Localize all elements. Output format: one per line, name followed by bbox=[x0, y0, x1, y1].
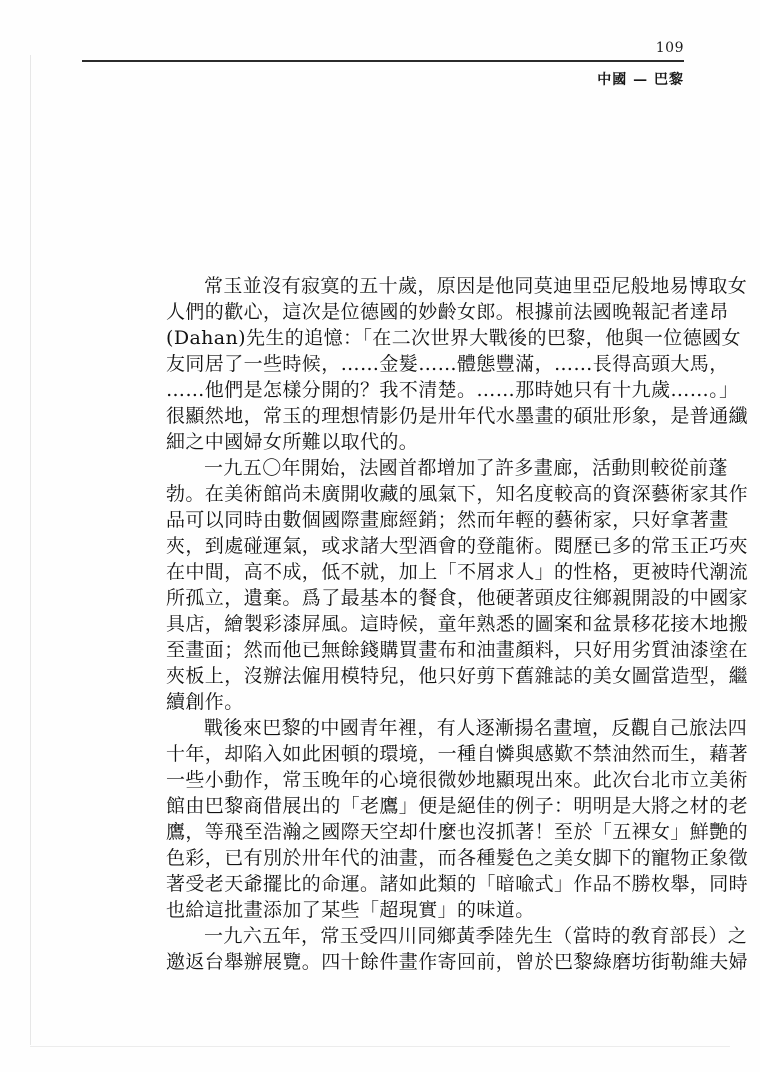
body-line: 細之中國婦女所難以取代的。 bbox=[166, 431, 419, 453]
body-line: 夾板上，沒辦法僱用模特兒，他只好剪下舊雜誌的美女圖當造型，繼 bbox=[166, 665, 749, 687]
body-line: ……他們是怎樣分開的？我不清楚。……那時她只有十九歲……。」 bbox=[166, 379, 739, 401]
body-line: 色彩，已有別於卅年代的油畫，而各種髮色之美女脚下的寵物正象徵 bbox=[166, 847, 749, 869]
body-line: 續創作。 bbox=[166, 691, 244, 713]
body-line: 勃。在美術館尚未廣開收藏的風氣下，知名度較高的資深藝術家其作 bbox=[166, 483, 749, 505]
body-line: 所孤立，遺棄。爲了最基本的餐食，他硬著頭皮往鄉親開設的中國家 bbox=[166, 587, 749, 609]
body-line: 一九五〇年開始，法國首都增加了許多畫廊，活動則較從前蓬 bbox=[204, 457, 728, 479]
body-line: 夾，到處碰運氣，或求諸大型酒會的登龍術。閱歷已多的常玉正巧夾 bbox=[166, 535, 749, 557]
body-line: 至畫面；然而他已無餘錢購買畫布和油畫顏料，只好用劣質油漆塗在 bbox=[166, 639, 749, 661]
scan-edge-left bbox=[30, 55, 31, 1045]
header-rule bbox=[82, 60, 684, 62]
body-line: 館由巴黎商借展出的「老鷹」便是絕佳的例子：明明是大將之材的老 bbox=[166, 795, 749, 817]
body-line: 著受老天爺擺比的命運。諸如此類的「暗喩式」作品不勝枚舉，同時 bbox=[166, 873, 749, 895]
body-line: 友同居了一些時候，……金髮……體態豐滿，……長得高頭大馬， bbox=[166, 353, 729, 375]
body-text bbox=[166, 273, 749, 975]
body-line: 人們的歡心，這次是位德國的妙齡女郎。根據前法國晚報記者達昂 bbox=[166, 301, 729, 323]
running-head: 中國 — 巴黎 bbox=[597, 72, 684, 88]
body-line: 具店，繪製彩漆屏風。這時候，童年熟悉的圖案和盆景移花接木地搬 bbox=[166, 613, 749, 635]
page-number: 109 bbox=[655, 40, 684, 56]
body-line: 品可以同時由數個國際畫廊經銷；然而年輕的藝術家，只好拿著畫 bbox=[166, 509, 729, 531]
body-line: 十年，却陷入如此困頓的環境，一種自憐與感歎不禁油然而生，藉著 bbox=[166, 743, 749, 765]
body-line: (Dahan)先生的追憶：「在二次世界大戰後的巴黎，他與一位德國女 bbox=[166, 327, 741, 349]
body-line: 也給這批畫添加了某些「超現實」的味道。 bbox=[166, 899, 535, 921]
scan-edge-bottom bbox=[30, 1046, 730, 1047]
body-line: 戰後來巴黎的中國青年裡，有人逐漸揚名畫壇，反觀自己旅法四 bbox=[204, 717, 748, 739]
body-line: 常玉並沒有寂寞的五十歲，原因是他同莫迪里亞尼般地易博取女 bbox=[204, 275, 748, 297]
body-line: 很顯然地，常玉的理想情影仍是卅年代水墨畫的碩壯形象，是普通纖 bbox=[166, 405, 749, 427]
body-line: 在中間，高不成，低不就，加上「不屑求人」的性格，更被時代潮流 bbox=[166, 561, 749, 583]
body-line: 鷹，等飛至浩瀚之國際天空却什麼也沒抓著！至於「五裸女」鮮艷的 bbox=[166, 821, 749, 843]
body-line: 一九六五年，常玉受四川同鄉黃季陸先生（當時的敎育部長）之 bbox=[204, 925, 748, 947]
body-line: 邀返台舉辦展覽。四十餘件畫作寄回前，曾於巴黎綠磨坊街勒維夫婦 bbox=[166, 951, 749, 973]
body-line: 一些小動作，常玉晚年的心境很微妙地顯現出來。此次台北市立美術 bbox=[166, 769, 749, 791]
